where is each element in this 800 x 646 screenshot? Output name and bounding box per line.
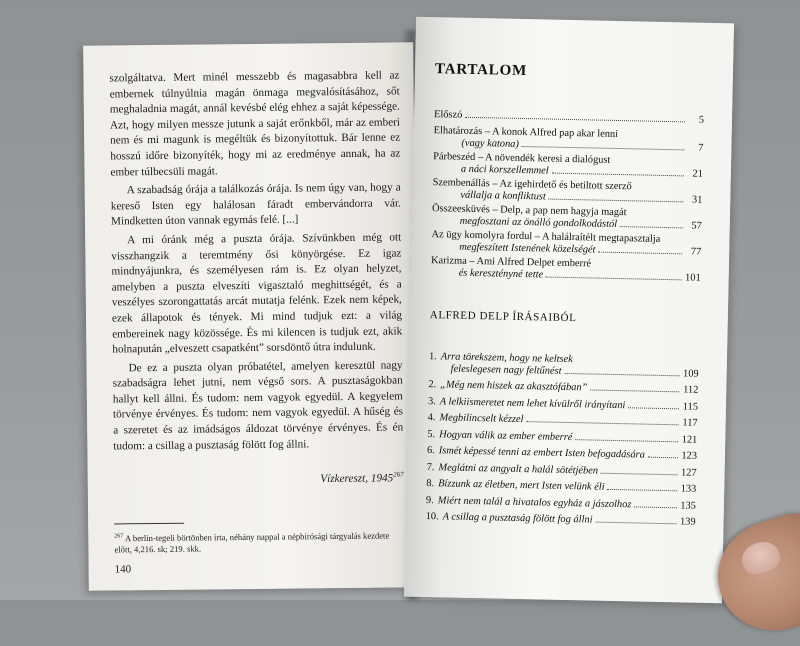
- writing-number: 1.: [428, 351, 437, 363]
- body-paragraph: A szabadság órája a találkozás órája. Is nem úgy van, hogy a kereső Isten egy halálosan fáradt embervándorra vár. Mindketten úton vannak egymás felé. [...]: [110, 181, 401, 228]
- toc-leader-dots: [465, 117, 685, 123]
- toc-page-number: 77: [690, 246, 702, 258]
- writings-section-title: ALFRED DELP ÍRÁSAIBÓL: [429, 309, 577, 325]
- writing-entry-label: [427, 429, 572, 444]
- toc-leader-dots: [546, 277, 682, 281]
- right-page: [404, 17, 734, 604]
- toc-page-number: 7: [698, 142, 704, 154]
- toc-page-number: 101: [684, 272, 701, 284]
- writing-number: 5.: [427, 428, 436, 440]
- toc-page-number: 115: [682, 400, 699, 413]
- writing-number: 4.: [427, 412, 436, 424]
- toc-leader-dots: [601, 472, 678, 475]
- toc-page-number: 117: [682, 417, 698, 429]
- writing-title: Megbilincselt kézzel: [439, 412, 524, 426]
- toc-page-number: 57: [691, 220, 702, 232]
- body-paragraph: A mi óránk még a puszta órája. Szívünkben még ott visszhangzik a teremtmény ősi könyörgése. Ez igaz mindnyájunkra, és személyesen rám is. Ez olyan helyzet, amelyben a puszta elveszíti vigasztaló meghittségét, és a veszélyes szorongattatás arcát mutatja felénk. Ezek nem képek, ezek állapotok és tények. Mi mind tudjuk ezt: a világ embereinek nagy közössége. És mi kilencen is tudjuk ezt, akik holnapután „elveszett csapatként” sorsdöntő útra indulunk.: [111, 231, 403, 356]
- toc-leader-dots: [526, 421, 678, 425]
- toc-entry-line: [434, 109, 704, 127]
- writing-entry-label: [427, 462, 599, 478]
- toc-entry-label: Karizma – Ami Alfred Delpet emberré: [430, 255, 592, 270]
- toc-page-number: 139: [679, 516, 696, 528]
- writing-title: Ismét képessé tenni az embert Isten befogadására: [438, 445, 645, 461]
- thumbnail-nail: [738, 537, 783, 577]
- toc-chapters: [431, 109, 705, 287]
- signature-footnote-ref: 267: [393, 470, 404, 479]
- writing-title: A lelkiismeretet nem lehet kívülről irányítani: [439, 395, 626, 411]
- writing-entry-label: [451, 364, 562, 378]
- body-paragraph: De ez a puszta olyan próbatétel, amelyen keresztül nagy szabadságra lehet jutni, nem végső sors. A pusztaságokban hallyt kell állni. És tudom: nem vagyok egyedül. A kegyelem törvénye érvényes. És tudom: nem vagyok egyedül. A hűség és a szeretet és az imádságos áldozat törvénye érvényes. És én tudom: a csillag a pusztaság fölött fog állni.: [112, 359, 404, 453]
- toc-leader-dots: [575, 439, 678, 442]
- writing-title: Miért nem talál a hivatalos egyház a jászolhoz: [437, 494, 632, 510]
- toc-entry-label: (vagy katona): [461, 137, 519, 150]
- toc-page-number: 121: [681, 433, 698, 446]
- toc-entry-label: megfosztani az önálló gondolkodástól: [459, 215, 618, 230]
- signature-line: [114, 470, 404, 487]
- toc-entry-label: Szembenállás – Az igehirdető és betiltott szerző: [432, 177, 632, 193]
- writing-number: 3.: [427, 395, 436, 407]
- toc-writings: [425, 351, 699, 533]
- writing-title: Meglátni az angyalt a halál sötétjében: [438, 461, 599, 477]
- toc-leader-dots: [598, 252, 682, 255]
- writing-entry-label: [426, 478, 605, 494]
- toc-page-number: 5: [698, 114, 705, 126]
- toc-page-number: 31: [691, 194, 703, 206]
- writing-title: Arra törekszem, hogy ne keltsek: [440, 351, 573, 366]
- toc-entry-label: Az ügy komolyra fordul – A halálraítélt megtapasztalja: [431, 229, 661, 245]
- toc-entry-label: Párbeszéd – A növendék keresi a dialógust: [433, 151, 611, 166]
- toc-page-number: 135: [680, 499, 697, 512]
- body-paragraph: szolgáltatva. Mert minél messzebb és magasabbra kell az embernek túlnyúlnia magán önmaga megvalósításához, sőt meghaladnia magát, annál kevésbé elég ehhez a saját képessége. Azt, hogy milyen messze jutunk a saját erőnkből, már az emberi nem és mi magunk is megéltük és bizonyítottuk. Bár lenne ez hosszú időre bizonyíték, hogy mi az eredménye annak, ha az ember túlbecsüli magát.: [109, 69, 401, 179]
- writing-entry-label: [428, 412, 524, 426]
- toc-leader-dots: [549, 199, 684, 203]
- writing-entry-label: [426, 511, 593, 526]
- toc-page-number: 127: [680, 466, 697, 479]
- writing-title: „Még nem hiszek az akasztófában”: [440, 379, 588, 394]
- writing-number: 2.: [428, 379, 437, 391]
- left-page-body: [109, 68, 403, 457]
- toc-title: TARTALOM: [434, 61, 528, 80]
- footnote: [114, 528, 404, 555]
- footnote-mark: 267: [114, 533, 124, 540]
- footnote-text: A berlin-tegeli börtönben írta, néhány nappal a népbírósági tárgyalás kezdete előtt, 4,216. sk; 219. skk.: [114, 530, 390, 555]
- signature-text: Vízkereszt, 1945: [320, 472, 394, 486]
- toc-page-number: 112: [683, 384, 699, 396]
- left-page-number: 140: [114, 563, 132, 576]
- toc-page-number: 21: [692, 168, 703, 180]
- writing-title: feleslegesen nagy feltűnést: [450, 363, 562, 377]
- toc-page-number: 133: [680, 483, 697, 495]
- writing-title: Bízzunk az életben, mert Isten velünk éli: [438, 478, 605, 493]
- toc-entry-label: a náci korszellemmel: [460, 163, 549, 177]
- toc-leader-dots: [620, 226, 683, 228]
- toc-entry-label: és keresztényné tette: [458, 267, 544, 281]
- toc-entry-label: megfeszített Istenének közelségét: [459, 241, 596, 256]
- writing-number: 7.: [426, 461, 435, 473]
- writing-number: 9.: [425, 494, 434, 506]
- toc-entry-label: vállalja a konfliktust: [460, 189, 546, 203]
- toc-entry-label: Elhatározás – A konok Alfred pap akar lenni: [433, 125, 619, 140]
- writing-title: Hogyan válik az ember emberré: [439, 428, 573, 443]
- footnote-rule: [114, 523, 184, 525]
- toc-leader-dots: [608, 489, 678, 491]
- writing-title: A csillag a pusztaság fölött fog állni: [442, 511, 593, 526]
- toc-entry-label: Összeesküvés – Delp, a pap nem hagyja magát: [431, 203, 627, 219]
- writing-number: 6.: [426, 445, 435, 457]
- toc-leader-dots: [564, 373, 679, 376]
- toc-page-number: 109: [682, 368, 699, 380]
- writing-number: 10.: [425, 511, 439, 523]
- toc-entry: [431, 255, 701, 287]
- toc-leader-dots: [522, 146, 685, 150]
- writing-entry-label: [428, 379, 587, 394]
- toc-leader-dots: [628, 407, 679, 409]
- toc-leader-dots: [648, 457, 678, 459]
- toc-leader-dots: [590, 389, 679, 392]
- toc-page-number: 123: [681, 450, 698, 462]
- left-page: [83, 42, 419, 590]
- writing-number: 8.: [426, 478, 435, 490]
- toc-entry-label: Előszó: [433, 109, 463, 121]
- toc-leader-dots: [634, 506, 677, 508]
- toc-leader-dots: [595, 522, 676, 525]
- toc-leader-dots: [552, 173, 684, 177]
